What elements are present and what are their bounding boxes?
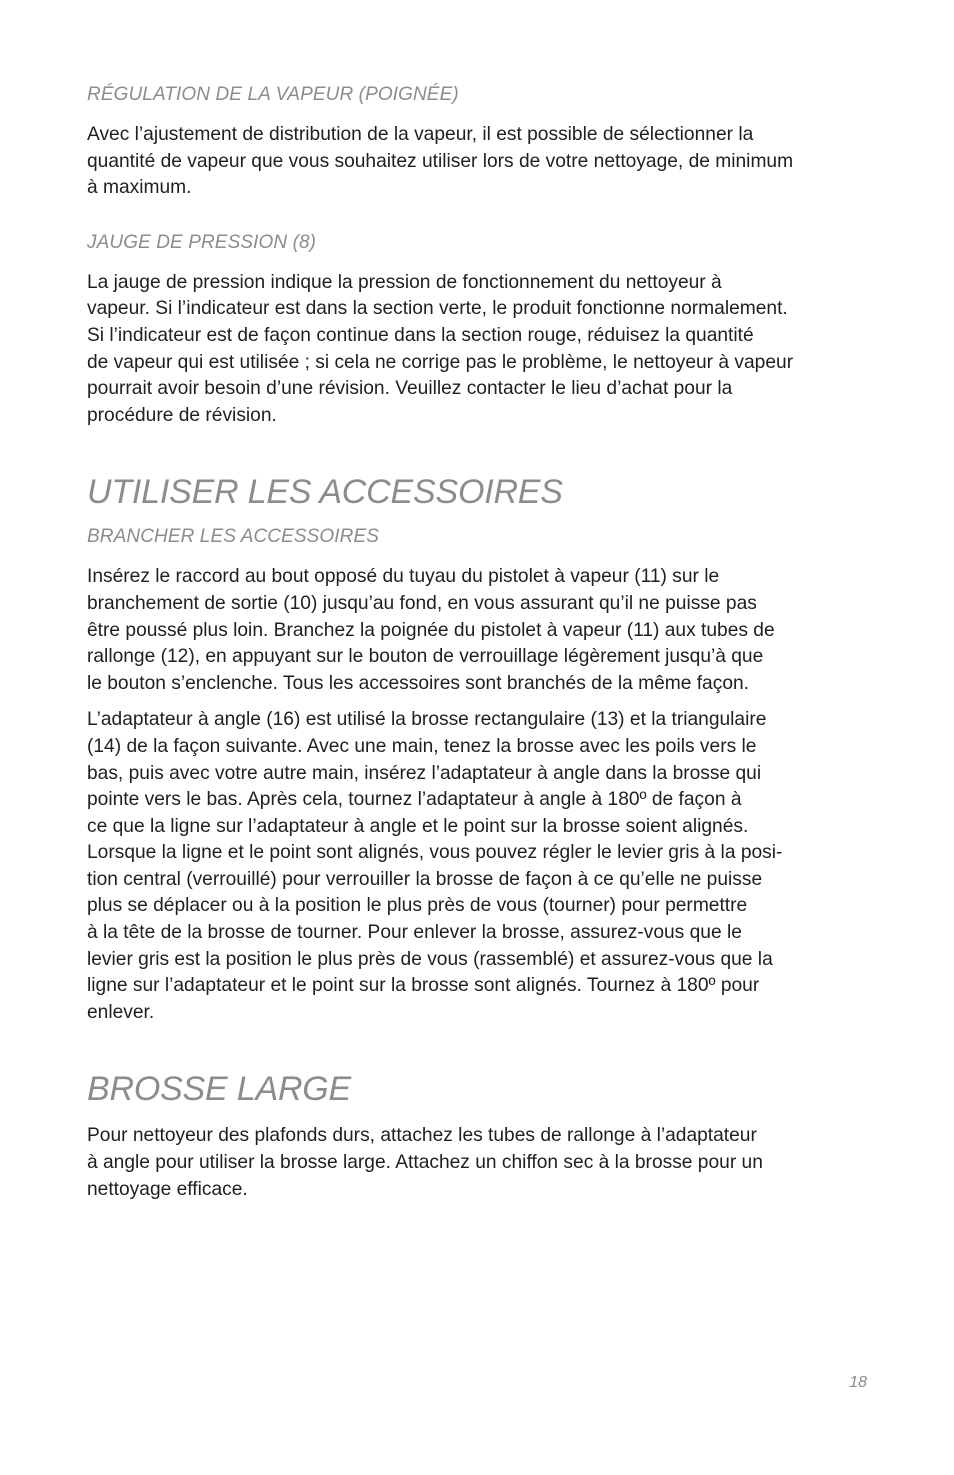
text-line: (14) de la façon suivante. Avec une main, tenez la brosse avec les poils vers le	[87, 735, 757, 757]
subhead-steam-regulation: RÉGULATION DE LA VAPEUR (POIGNÉE)	[87, 84, 459, 105]
text-line: Insérez le raccord au bout opposé du tuyau du pistolet à vapeur (11) sur le	[87, 566, 720, 588]
text-line: ce que la ligne sur l’adaptateur à angle et le point sur la brosse soient alignés.	[87, 815, 749, 837]
text-line: tion central (verrouillé) pour verrouiller la brosse de façon à ce qu’elle ne puisse	[87, 868, 763, 890]
text-line: L’adaptateur à angle (16) est utilisé la brosse rectangulaire (13) et la triangulaire	[87, 709, 767, 731]
text-line: de vapeur qui est utilisée ; si cela ne corrige pas le problème, le nettoyeur à vapeur	[87, 351, 794, 373]
text-line: à maximum.	[87, 177, 192, 199]
paragraph-connect-accessories	[87, 564, 865, 697]
section-accessories	[87, 473, 865, 1026]
page-number: 18	[849, 1374, 867, 1391]
text-line: quantité de vapeur que vous souhaitez utiliser lors de votre nettoyage, de minimum	[87, 150, 794, 172]
section-pressure-gauge	[87, 232, 865, 430]
text-line: ligne sur l’adaptateur et le point sur la brosse sont alignés. Tournez à 180º pour	[87, 975, 760, 997]
text-line: pointe vers le bas. Après cela, tournez l’adaptateur à angle à 180º de façon à	[87, 789, 742, 811]
text-line: Avec l’ajustement de distribution de la vapeur, il est possible de sélectionner la	[87, 124, 754, 145]
text-line: rallonge (12), en appuyant sur le bouton de verrouillage légèrement jusqu’à que	[87, 646, 764, 668]
paragraph-large-brush	[87, 1123, 865, 1203]
paragraph-steam-regulation	[87, 122, 865, 202]
text-line: Lorsque la ligne et le point sont alignés, vous pouvez régler le levier gris à la posi-	[87, 842, 783, 864]
subhead-connect-accessories: BRANCHER LES ACCESSOIRES	[87, 526, 380, 548]
text-line: pourrait avoir besoin d’une révision. Veuillez contacter le lieu d’achat pour la	[87, 378, 733, 400]
section-title-accessories: UTILISER LES ACCESSOIRES	[87, 473, 563, 512]
text-line: bas, puis avec votre autre main, insérez l’adaptateur à angle dans la brosse qui	[87, 762, 762, 784]
paragraph-angle-adapter	[87, 707, 865, 1026]
subhead-pressure-gauge: JAUGE DE PRESSION (8)	[87, 231, 317, 253]
text-line: branchement de sortie (10) jusqu’au fond, en vous assurant qu’il ne puisse pas	[87, 592, 757, 614]
text-line: vapeur. Si l’indicateur est dans la section verte, le produit fonctionne normalement.	[87, 298, 788, 320]
text-line: à la tête de la brosse de tourner. Pour enlever la brosse, assurez-vous que le	[87, 922, 742, 944]
text-line: plus se déplacer ou à la position le plus près de vous (tourner) pour permettre	[87, 895, 748, 917]
text-line: enlever.	[87, 1001, 155, 1023]
text-line: à angle pour utiliser la brosse large. Attachez un chiffon sec à la brosse pour un	[87, 1152, 763, 1174]
text-line: nettoyage efficace.	[87, 1178, 248, 1200]
text-line: Si l’indicateur est de façon continue dans la section rouge, réduisez la quantité	[87, 324, 754, 346]
section-large-brush	[87, 1070, 865, 1203]
text-line: procédure de révision.	[87, 404, 277, 426]
text-line: être poussé plus loin. Branchez la poignée du pistolet à vapeur (11) aux tubes de	[87, 619, 775, 641]
text-line: La jauge de pression indique la pression de fonctionnement du nettoyeur à	[87, 271, 722, 293]
section-title-large-brush: BROSSE LARGE	[87, 1070, 352, 1109]
section-steam-regulation	[87, 84, 865, 202]
document-page	[87, 84, 865, 1213]
text-line: levier gris est la position le plus près de vous (rassemblé) et assurez-vous que la	[87, 948, 773, 970]
paragraph-pressure-gauge	[87, 270, 865, 430]
text-line: le bouton s’enclenche. Tous les accessoires sont branchés de la même façon.	[87, 672, 749, 694]
text-line: Pour nettoyeur des plafonds durs, attachez les tubes de rallonge à l’adaptateur	[87, 1125, 757, 1147]
